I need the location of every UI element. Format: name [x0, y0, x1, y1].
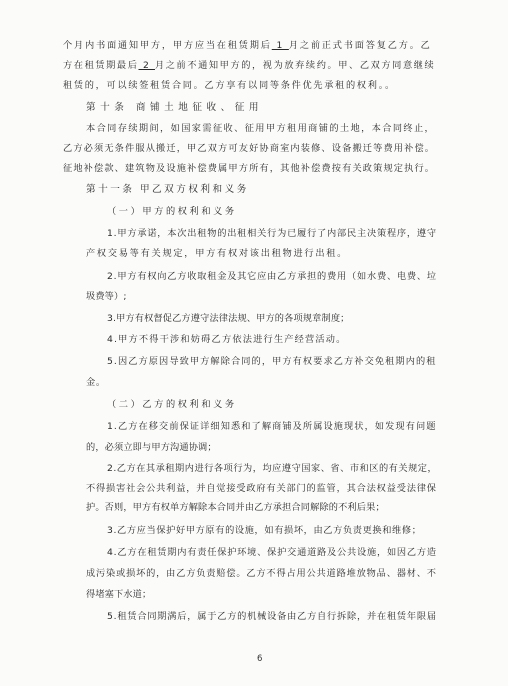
text-line — [86, 483, 437, 495]
text-line — [86, 248, 348, 260]
text-line — [107, 547, 437, 559]
text-segment: 2.甲方有权向乙方收取租金及其它应由乙方承担的费用（如水费、电费、垃 — [107, 271, 437, 282]
text-segment: 产权交易等有关规定，甲方有权对该出租物进行出租。 — [86, 248, 349, 259]
text-segment: 不得损害社会公共利益，并自觉接受政府有关部门的监管，其合法权益受法律保 — [86, 483, 437, 494]
text-segment: 征地补偿款、建筑物及设施补偿费属甲方所有，其他补偿费按有关政策规定执行。 — [63, 163, 436, 174]
blank-field: 2 — [138, 60, 155, 71]
text-line — [86, 442, 217, 454]
text-line — [107, 356, 437, 368]
text-segment: 1.乙方在移交前保证详细知悉和了解商铺及所属设施现状，如发现有问题 — [107, 421, 437, 432]
text-line — [86, 184, 249, 196]
text-segment: 5.因乙方原因导致甲方解除合同的，甲方有权要求乙方补交免租期内的租 — [107, 356, 437, 367]
text-segment: 4.甲方不得干涉和妨碍乙方依法进行生产经营活动。 — [107, 334, 347, 345]
text-segment: 本合同存续期间，如国家需征收、征用甲方租用商铺的土地，本合同终止， — [86, 123, 436, 134]
text-line — [107, 334, 347, 346]
text-segment: 护。否则，甲方有权单方解除本合同并由乙方承担合同解除的不利后果； — [86, 502, 385, 513]
blank-field: 1 — [271, 40, 289, 51]
text-segment: 2.乙方在其承租期内进行各项行为，均应遵守国家、省、市和区的有关规定， — [107, 463, 438, 474]
text-line — [107, 525, 422, 537]
text-segment: 4.乙方在租赁期内有责任保护环境、保护交通道路及公共设施，如因乙方造 — [107, 547, 437, 558]
text-segment: 的，必须立即与甲方沟通协调； — [86, 442, 217, 453]
text-line — [107, 611, 437, 623]
text-segment: 乙方必须无条件服从搬迁，甲乙双方可友好协商室内装修、设备搬迁等费用补偿。 — [63, 143, 436, 154]
text-line — [86, 291, 127, 303]
text-segment: 月之前不通知甲方的，视为放弃续约。甲、乙双方同意继续 — [154, 60, 436, 71]
text-line — [63, 60, 435, 72]
text-line — [86, 377, 106, 389]
text-line — [86, 102, 263, 114]
text-segment: 得堵塞下水道； — [86, 589, 152, 600]
text-line — [63, 163, 435, 175]
text-line — [107, 271, 437, 283]
text-line — [86, 123, 435, 135]
text-segment: 个月内书面通知甲方，甲方应当在租赁期后 — [63, 40, 272, 51]
text-line — [107, 206, 237, 218]
text-line — [107, 463, 437, 475]
text-segment: （二）乙方的权利和义务 — [107, 399, 237, 410]
text-line — [63, 80, 396, 92]
text-line — [107, 421, 437, 433]
text-segment: 圾费等）; — [86, 291, 127, 302]
text-segment: 成污染或损坏的，由乙方负责赔偿。乙方不得占用公共道路堆放物品、器材、不 — [86, 568, 437, 579]
text-line — [86, 568, 437, 580]
text-line — [107, 313, 350, 325]
text-segment: 月之前正式书面答复乙方。乙 — [288, 40, 432, 51]
text-segment: 租赁的，可以续签租赁合同。乙方享有以同等条件优先承租的权利。。 — [63, 80, 396, 91]
text-line — [63, 40, 432, 52]
text-segment: 方在租赁期最后 — [63, 60, 139, 71]
text-segment: 第十条 商铺土地征收、征用 — [86, 102, 263, 113]
text-line — [107, 228, 437, 240]
text-segment: 3.甲方有权督促乙方遵守法律法规、甲方的各项规章制度； — [107, 313, 350, 324]
text-segment: 第十一条 甲乙双方权利和义务 — [86, 184, 249, 195]
text-segment: 5.租赁合同期满后，属于乙方的机械设备由乙方自行拆除，并在租赁年限届 — [107, 611, 437, 622]
text-line — [86, 589, 151, 601]
text-segment: 3.乙方应当保护好甲方原有的设施，如有损坏，由乙方负责更换和维修； — [107, 525, 422, 536]
page-number: 6 — [257, 654, 263, 664]
text-line — [107, 399, 237, 411]
text-line — [63, 143, 435, 155]
text-segment: 金。 — [86, 377, 106, 388]
text-segment: （一）甲方的权利和义务 — [107, 206, 237, 217]
text-line — [86, 502, 385, 514]
text-segment: 1.甲方承诺，本次出租物的出租相关行为已履行了内部民主决策程序，遵守 — [107, 228, 437, 239]
